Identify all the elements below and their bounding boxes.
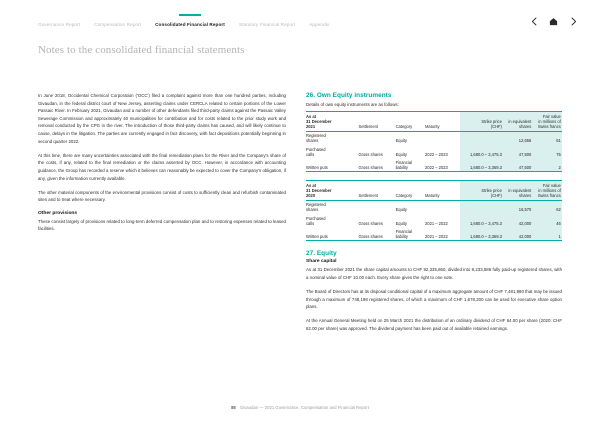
cell-category (396, 145, 425, 158)
cell-equivalent-shares: 42,000 (503, 227, 532, 241)
table-body (306, 200, 562, 241)
cell-equivalent-shares: 16,570 (503, 200, 532, 214)
row-label-line2: calls (306, 151, 315, 157)
cell-fair-value: 61 (533, 131, 562, 145)
th-period-line2: 31 December (306, 188, 332, 194)
row-label (306, 145, 358, 158)
cell-fair-value: 75 (533, 145, 562, 158)
th-settlement: Settlement (358, 112, 395, 131)
home-icon[interactable] (549, 16, 558, 27)
th-maturity: Maturity (425, 112, 460, 131)
cell-equivalent-shares: 42,000 (503, 214, 532, 227)
cell-strike-price: 1,680.0 – 3,475.3 (460, 214, 504, 227)
cell-equivalent-shares: 47,500 (503, 158, 532, 172)
section-26-lead: Details of own equity instruments are as follows: (306, 102, 399, 108)
th-equivalent-shares (503, 181, 532, 200)
row-label-line1: Registered (306, 133, 326, 139)
cell-strike-price (460, 200, 504, 214)
th-period-line3: 2021 (306, 124, 316, 130)
nav-item-label: Compensation Report (94, 21, 142, 27)
table-row (306, 227, 562, 241)
row-label-line1: Registered (306, 202, 326, 208)
cell-maturity (425, 131, 460, 145)
cell-category-line2: Equity (395, 220, 407, 226)
cell-settlement: Gross shares (358, 220, 383, 226)
nav-item-appendix[interactable] (309, 14, 329, 27)
row-label-line2: shares (306, 138, 319, 144)
cell-strike-price: 1,680.0 – 3,475.3 (460, 145, 504, 158)
th-strike-price-line2: (CHF) (490, 193, 502, 199)
cell-fair-value: 46 (533, 214, 562, 227)
row-label (306, 158, 358, 172)
cell-settlement (358, 200, 395, 214)
table-row (306, 131, 562, 145)
table-header (306, 181, 562, 200)
th-equivalent-shares-line1: in equivalent (508, 119, 532, 125)
paragraph-share-capital: As at 31 December 2021 the share capital amounts to CHF 92,335,860, divided into 9,233,586 fully paid-up registered shares, with a nominal value of CHF 10.00 each. Every share gives the right to one vote. (306, 267, 562, 280)
th-fair-value-line2: in millions of (538, 188, 561, 194)
th-fair-value-line3: Swiss francs (537, 124, 561, 130)
cell-strike-price (460, 131, 504, 145)
cell-maturity: 2022 – 2023 (425, 151, 448, 157)
cell-category (396, 131, 425, 145)
row-label-line1: Purchased (306, 146, 326, 152)
chevron-right-icon[interactable] (569, 16, 578, 27)
nav-item-compensation-report[interactable] (94, 14, 141, 27)
row-label-line2: Written puts (306, 233, 328, 239)
cell-category (396, 227, 425, 241)
th-period-line2: 31 December (306, 119, 332, 125)
table-header-row (306, 112, 562, 131)
th-equivalent-shares-line2: shares (519, 124, 532, 130)
th-fair-value (533, 181, 562, 200)
th-period-line3: 2020 (306, 193, 316, 199)
cell-equivalent-shares: 12,656 (503, 131, 532, 145)
cell-fair-value: 62 (533, 200, 562, 214)
th-strike-price-line1: Strike price (481, 119, 502, 125)
table-header (306, 112, 562, 131)
cell-maturity (425, 200, 460, 214)
row-label-line2: shares (306, 207, 319, 213)
row-label-line2: Written puts (306, 164, 328, 170)
cell-category-line2: liability (395, 233, 408, 239)
th-strike-price-line1: Strike price (481, 188, 502, 194)
own-equity-instruments-table-2021 (306, 111, 562, 172)
paragraph-conditional-capital: The Board of Directors has at its disposal conditional capital of a maximum aggregate amount of CHF 7,481,980 that may be issued through a maximum of 748,198 registered shares, of which a maximum of CHF 1,678,200 can be used for executive share option plans. (306, 289, 562, 310)
section-26-title: 26. Own Equity instruments (306, 92, 392, 99)
other-provisions-heading: Other provisions (38, 210, 78, 216)
nav-item-list (38, 14, 329, 27)
own-equity-instruments-table-2020 (306, 180, 562, 241)
paragraph-other-provisions: These consist largely of provisions related to long-term deferred compensation plan and to restoring expenses related to leased facilities. (38, 218, 286, 232)
cell-category-line1: Financial (395, 159, 412, 165)
nav-item-label: Governance Report (38, 21, 81, 27)
section-spacer (306, 241, 562, 250)
cell-maturity: 2021 – 2022 (425, 227, 460, 241)
th-period-line1: As at (306, 183, 317, 189)
nav-item-consolidated-financial-report[interactable] (155, 14, 225, 27)
table-body (306, 131, 562, 172)
nav-controls (529, 16, 578, 27)
share-capital-subheading: Share capital (306, 258, 337, 264)
th-fair-value-line3: Swiss francs (537, 193, 561, 199)
row-label-line1: Purchased (306, 215, 326, 221)
th-settlement: Settlement (358, 181, 395, 200)
cell-strike-price: 1,680.0 – 3,369.3 (460, 227, 504, 241)
cell-category-line2: liability (395, 164, 408, 170)
th-fair-value-line2: in millions of (538, 119, 561, 125)
cell-fair-value: 1 (533, 227, 562, 241)
cell-settlement: Gross shares (358, 158, 395, 172)
cell-category-line2: Equity (395, 151, 407, 157)
th-fair-value (533, 112, 562, 131)
paragraph-dividend: At the Annual General Meeting held on 25 March 2021 the distribution of an ordinary dividend of CHF 64.00 per share (2020: CHF 62.00 per share) was approved. The dividend payment has been paid out of available retained earnings. (306, 318, 562, 331)
footer-text: Givaudan — 2021 Governance, Compensation and Financial Report (240, 405, 369, 410)
th-period (306, 112, 358, 131)
page-title: Notes to the consolidated financial statements (38, 44, 245, 56)
row-label (306, 200, 358, 214)
th-category: Category (396, 112, 425, 131)
cell-category (396, 200, 425, 214)
th-category: Category (396, 181, 425, 200)
cell-category-line2: Equity (395, 207, 407, 213)
table-row (306, 200, 562, 214)
nav-item-label: Statutory Financial Report (238, 21, 296, 27)
th-fair-value-line1: Fair value (542, 113, 561, 119)
th-equivalent-shares (503, 112, 532, 131)
th-fair-value-line1: Fair value (542, 183, 561, 189)
th-period (306, 181, 358, 200)
cell-settlement (358, 131, 395, 145)
paragraph-environmental-components: The other material components of the environmental provisions consist of costs to sufficiently clean and refurbish contaminated sites and to treat where necessary. (38, 189, 286, 203)
cell-category (396, 214, 425, 227)
nav-item-governance-report[interactable] (38, 14, 80, 27)
cell-category (396, 158, 425, 172)
cell-settlement: Gross shares (358, 151, 383, 157)
th-equivalent-shares-line1: in equivalent (508, 188, 532, 194)
footer-page-number: 88 (231, 405, 236, 410)
cell-category-line1: Financial (395, 228, 412, 234)
cell-maturity: 2021 – 2022 (425, 220, 448, 226)
cell-maturity: 2022 – 2023 (425, 158, 460, 172)
nav-item-label: Consolidated Financial Report (155, 21, 225, 27)
paragraph-uncertainties: At this time, there are many uncertainties associated with the final remediation plans for the River and the Company's share of the costs, if any, related to the final remediation or the claims asserted by OCC. However, in accordance with accounting guidance, the Group has recorded a reserve which it believes can reasonably be expected to cover the Company's obligation, if any, given the information currently available. (38, 152, 286, 181)
page-footer (0, 405, 600, 410)
top-navigation-bar (0, 0, 600, 40)
th-period-line1: As at (306, 113, 317, 119)
cell-strike-price: 1,680.0 – 3,369.3 (460, 158, 504, 172)
cell-fair-value: 2 (533, 158, 562, 172)
th-maturity: Maturity (425, 181, 460, 200)
table-row (306, 158, 562, 172)
chevron-left-icon[interactable] (529, 16, 538, 27)
right-column (306, 92, 562, 339)
th-equivalent-shares-line2: shares (519, 193, 532, 199)
row-label (306, 131, 358, 145)
cell-settlement: Gross shares (358, 227, 395, 241)
row-label (306, 214, 358, 227)
paragraph-litigation-occ: In June 2018, Occidental Chemical Corporation ('OCC') filed a complaint against more than one hundred parties, including Givaudan, in the federal district court of New Jersey, asserting claims under CERCLA related to certain portions of the Lower Passaic River. In February 2021, Givaudan and a number of other defendants filed third-party claims against the Passaic Valley Sewerage Commission and approximately 40 municipalities for contribution and for costs related to the prior study work and removal conducted by the CPG in the river. The introduction of those third-party claims has caused, and will likely continue to cause, delays in the litigation. The parties are currently engaged in fact discovery, with fact depositions potentially beginning in second quarter 2022. (38, 93, 286, 144)
th-strike-price-line2: (CHF) (490, 124, 502, 130)
th-strike-price (460, 181, 504, 200)
table-header-row (306, 181, 562, 200)
nav-item-label: Appendix (309, 21, 330, 27)
table-row (306, 145, 562, 158)
th-strike-price (460, 112, 504, 131)
cell-category-line2: Equity (395, 138, 407, 144)
left-column (38, 92, 286, 239)
table-row (306, 214, 562, 227)
cell-equivalent-shares: 47,500 (503, 145, 532, 158)
nav-item-statutory-financial-report[interactable] (239, 14, 295, 27)
section-27-title: 27. Equity (306, 250, 337, 258)
row-label-line2: calls (306, 220, 315, 226)
row-label (306, 227, 358, 241)
table-spacer (306, 172, 562, 180)
